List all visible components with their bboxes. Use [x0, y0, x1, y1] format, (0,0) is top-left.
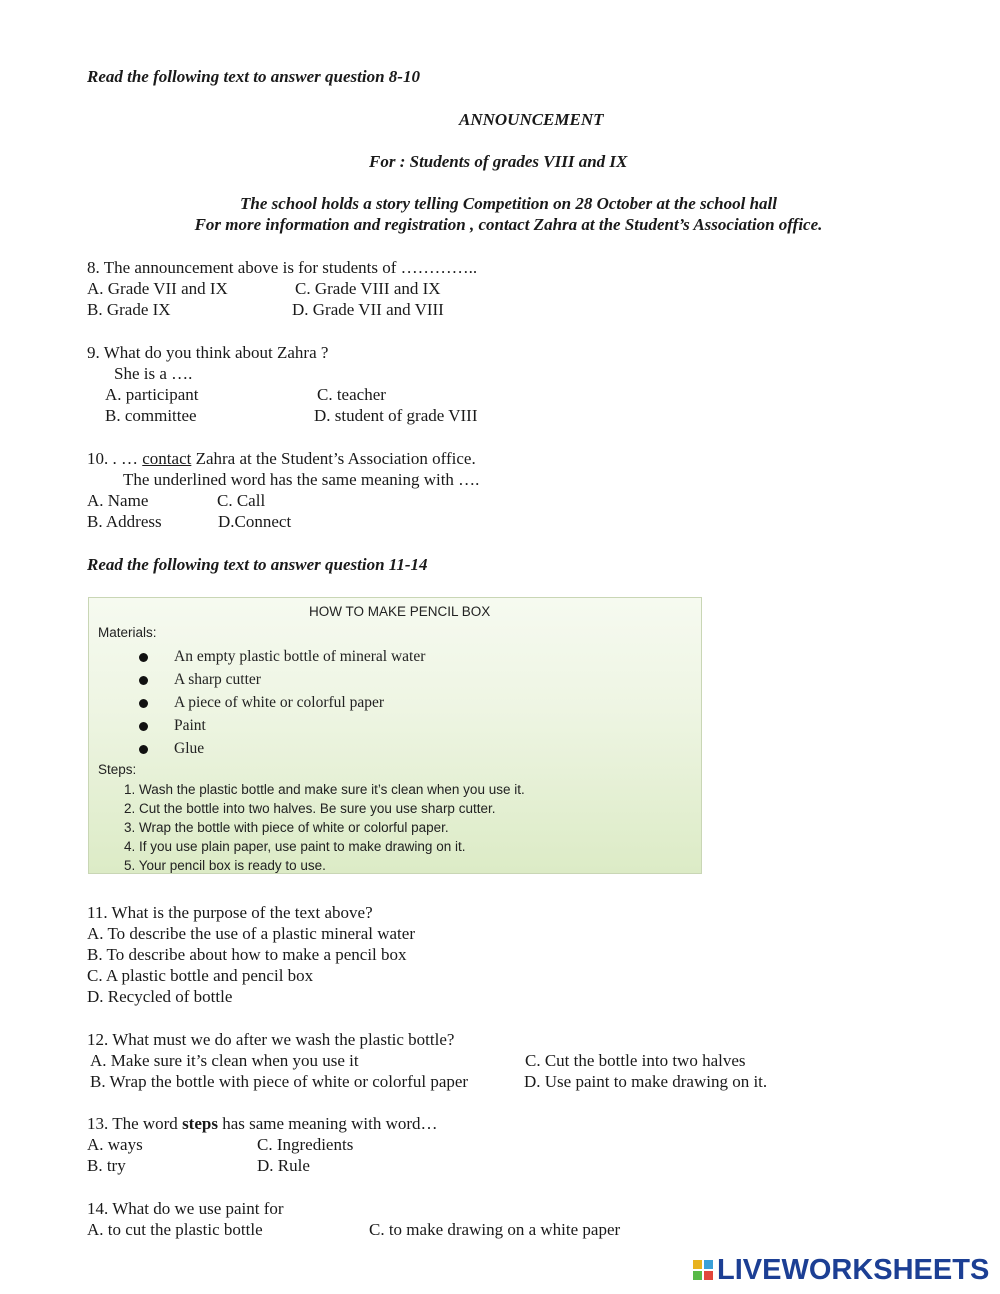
- steps-label: Steps:: [98, 762, 137, 777]
- q10-option-d[interactable]: D.Connect: [218, 512, 292, 531]
- material-item: Glue: [174, 740, 205, 757]
- q9-option-a[interactable]: A. participant: [105, 385, 199, 404]
- q8-option-d[interactable]: D. Grade VII and VIII: [292, 300, 444, 319]
- material-item: An empty plastic bottle of mineral water: [174, 648, 426, 665]
- q13-option-a[interactable]: A. ways: [87, 1135, 143, 1154]
- step-item: 2. Cut the bottle into two halves. Be sure you use sharp cutter.: [124, 801, 496, 816]
- logo-square: [693, 1271, 702, 1280]
- q10-underlined-word: contact: [142, 449, 192, 468]
- pencil-box-text-image: [88, 597, 702, 874]
- q13-option-d[interactable]: D. Rule: [257, 1156, 310, 1175]
- bullet-icon: [139, 745, 148, 754]
- q10-option-b[interactable]: B. Address: [87, 512, 162, 531]
- q13-option-b[interactable]: B. try: [87, 1156, 126, 1175]
- q14-stem: 14. What do we use paint for: [87, 1199, 284, 1218]
- q11-option-b[interactable]: B. To describe about how to make a pencil box: [87, 945, 407, 964]
- announcement-body-1: The school holds a story telling Competition on 28 October at the school hall: [240, 194, 777, 213]
- q8-option-a[interactable]: A. Grade VII and IX: [87, 279, 228, 298]
- q14-option-c[interactable]: C. to make drawing on a white paper: [369, 1220, 621, 1239]
- q8-option-c[interactable]: C. Grade VIII and IX: [295, 279, 441, 298]
- logo-square: [693, 1260, 702, 1269]
- liveworksheets-logo-icon: [693, 1260, 713, 1280]
- q12-option-b[interactable]: B. Wrap the bottle with piece of white or colorful paper: [90, 1072, 469, 1091]
- bullet-icon: [139, 653, 148, 662]
- step-item: 1. Wash the plastic bottle and make sure it’s clean when you use it.: [124, 782, 525, 797]
- q12-option-d[interactable]: D. Use paint to make drawing on it.: [524, 1072, 768, 1091]
- material-item: A sharp cutter: [174, 671, 261, 688]
- pencil-box-title: HOW TO MAKE PENCIL BOX: [309, 604, 491, 619]
- step-item: 5. Your pencil box is ready to use.: [124, 858, 326, 873]
- q14-option-a[interactable]: A. to cut the plastic bottle: [87, 1220, 263, 1239]
- q13-bold-word: steps: [182, 1114, 218, 1133]
- announcement-body-2: For more information and registration , contact Zahra at the Student’s Association office.: [194, 215, 823, 234]
- q8-option-b[interactable]: B. Grade IX: [87, 300, 171, 319]
- q11-stem: 11. What is the purpose of the text above?: [87, 903, 373, 922]
- logo-square: [704, 1260, 713, 1269]
- bullet-icon: [139, 676, 148, 685]
- q9-option-c[interactable]: C. teacher: [317, 385, 386, 404]
- q10-stem-suffix: Zahra at the Student’s Association office.: [191, 449, 476, 468]
- q11-option-c[interactable]: C. A plastic bottle and pencil box: [87, 966, 314, 985]
- liveworksheets-logo[interactable]: [693, 1255, 989, 1285]
- q10-stem-prefix: 10. . …: [87, 449, 143, 468]
- step-item: 3. Wrap the bottle with piece of white or colorful paper.: [124, 820, 449, 835]
- q9-sub: She is a ….: [114, 364, 193, 383]
- q10-option-a[interactable]: A. Name: [87, 491, 149, 510]
- q10-option-c[interactable]: C. Call: [217, 491, 266, 510]
- q10-sub: The underlined word has the same meaning with ….: [123, 470, 480, 489]
- q13-stem-suffix: has same meaning with word…: [217, 1114, 438, 1133]
- materials-label: Materials:: [98, 625, 157, 640]
- q9-option-b[interactable]: B. committee: [105, 406, 197, 425]
- q10-stem: [87, 448, 476, 469]
- bullet-icon: [139, 699, 148, 708]
- step-item: 4. If you use plain paper, use paint to make drawing on it.: [124, 839, 466, 854]
- material-item: Paint: [174, 717, 206, 734]
- bullet-icon: [139, 722, 148, 731]
- q11-option-d[interactable]: D. Recycled of bottle: [87, 987, 233, 1006]
- q13-stem: [87, 1113, 438, 1134]
- instruction-q8-10: Read the following text to answer question 8-10: [87, 67, 420, 86]
- instruction-q11-14: Read the following text to answer question 11-14: [87, 555, 428, 574]
- q12-option-c[interactable]: C. Cut the bottle into two halves: [525, 1051, 746, 1070]
- logo-square: [704, 1271, 713, 1280]
- announcement-for: For : Students of grades VIII and IX: [369, 152, 628, 171]
- q13-stem-prefix: 13. The word: [87, 1114, 183, 1133]
- material-item: A piece of white or colorful paper: [174, 694, 385, 711]
- q12-stem: 12. What must we do after we wash the plastic bottle?: [87, 1030, 455, 1049]
- q9-option-d[interactable]: D. student of grade VIII: [314, 406, 478, 425]
- logo-text: LIVEWORKSHEETS: [717, 1253, 990, 1286]
- q11-option-a[interactable]: A. To describe the use of a plastic mineral water: [87, 924, 415, 943]
- q8-stem: 8. The announcement above is for students of …………..: [87, 258, 478, 277]
- q12-option-a[interactable]: A. Make sure it’s clean when you use it: [90, 1051, 359, 1070]
- q9-stem: 9. What do you think about Zahra ?: [87, 343, 329, 362]
- q13-option-c[interactable]: C. Ingredients: [257, 1135, 354, 1154]
- announcement-title: ANNOUNCEMENT: [459, 110, 604, 129]
